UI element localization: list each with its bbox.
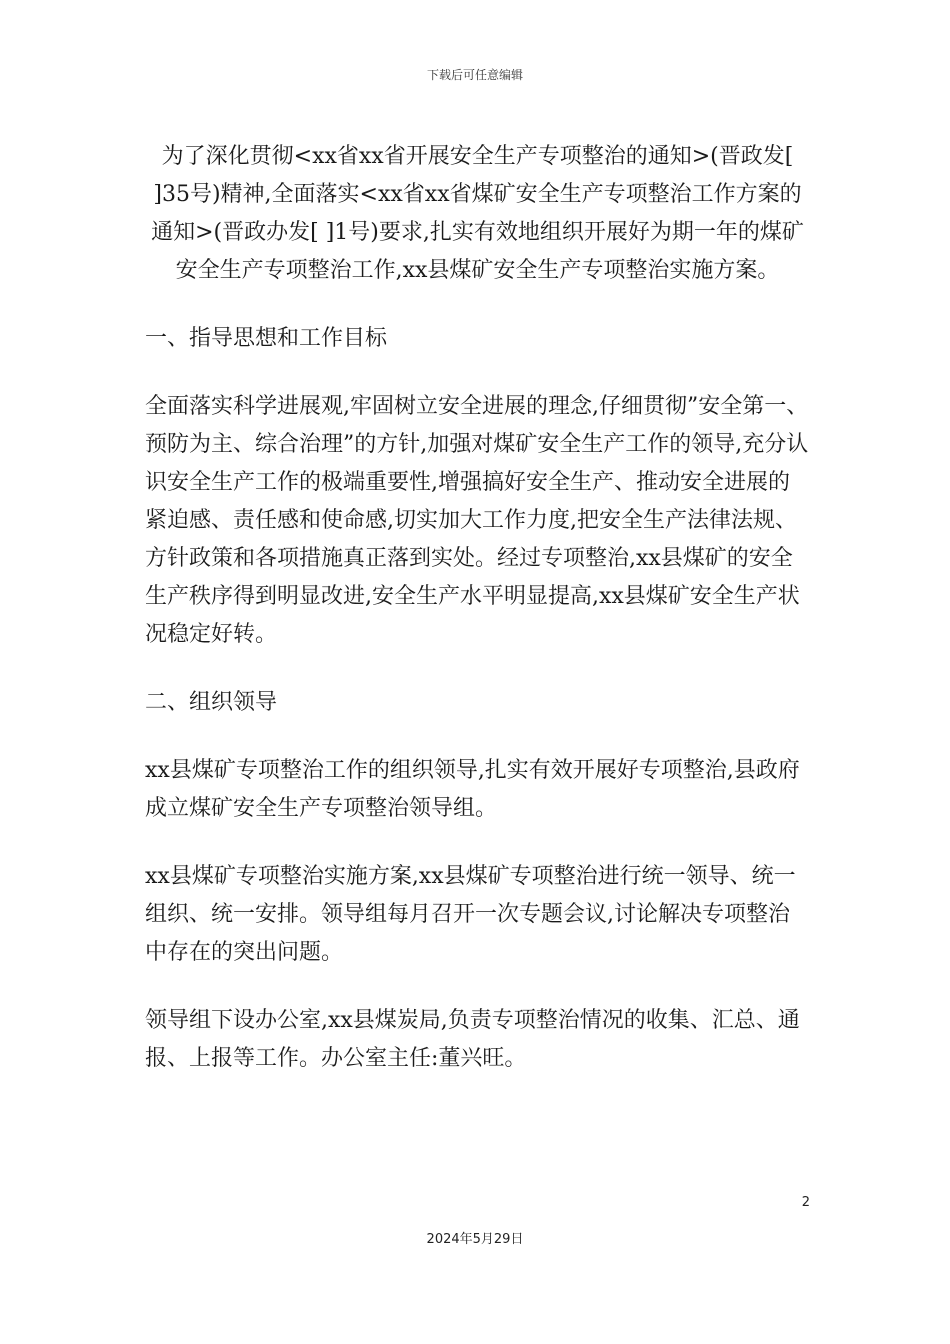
section-heading-2: 二、组织领导 (145, 690, 278, 715)
section-paragraph-2-1: xx县煤矿专项整治工作的组织领导,扎实有效开展好专项整治,县政府成立煤矿安全生产专项整治领导组。 (145, 758, 800, 821)
intro-paragraph: 为了深化贯彻<xx省xx省开展安全生产专项整治的通知>(晋政发[ ]35号)精神,全面落实<xx省xx省煤矿安全生产专项整治工作方案的通知>(晋政办发[ ]1号)要求,扎实有效地组织开展好为期一年的煤矿安全生产专项整治工作,xx县煤矿安全生产专项整治实施方案。 (151, 144, 804, 283)
page-number: 2 (801, 1195, 810, 1210)
document-body (145, 138, 810, 1108)
section-paragraph-1: 全面落实科学进展观,牢固树立安全进展的理念,仔细贯彻”安全第一、预防为主、综合治理”的方针,加强对煤矿安全生产工作的领导,充分认识安全生产工作的极端重要性,增强搞好安全生产、推动安全进展的紧迫感、责任感和使命感,切实加大工作力度,把安全生产法律法规、方针政策和各项措施真正落到实处。经过专项整治,xx县煤矿的安全生产秩序得到明显改进,安全生产水平明显提高,xx县煤矿安全生产状况稳定好转。 (145, 394, 809, 647)
footer-date: 2024年5月29日 (426, 1232, 524, 1247)
section-paragraph-2-2: xx县煤矿专项整治实施方案,xx县煤矿专项整治进行统一领导、统一组织、统一安排。领导组每月召开一次专题会议,讨论解决专项整治中存在的突出问题。 (145, 864, 796, 965)
page-header: 下载后可任意编辑 (426, 68, 523, 82)
section-paragraph-2-3: 领导组下设办公室,xx县煤炭局,负责专项整治情况的收集、汇总、通报、上报等工作。办公室主任:董兴旺。 (145, 1008, 800, 1071)
section-heading-1: 一、指导思想和工作目标 (145, 326, 388, 351)
